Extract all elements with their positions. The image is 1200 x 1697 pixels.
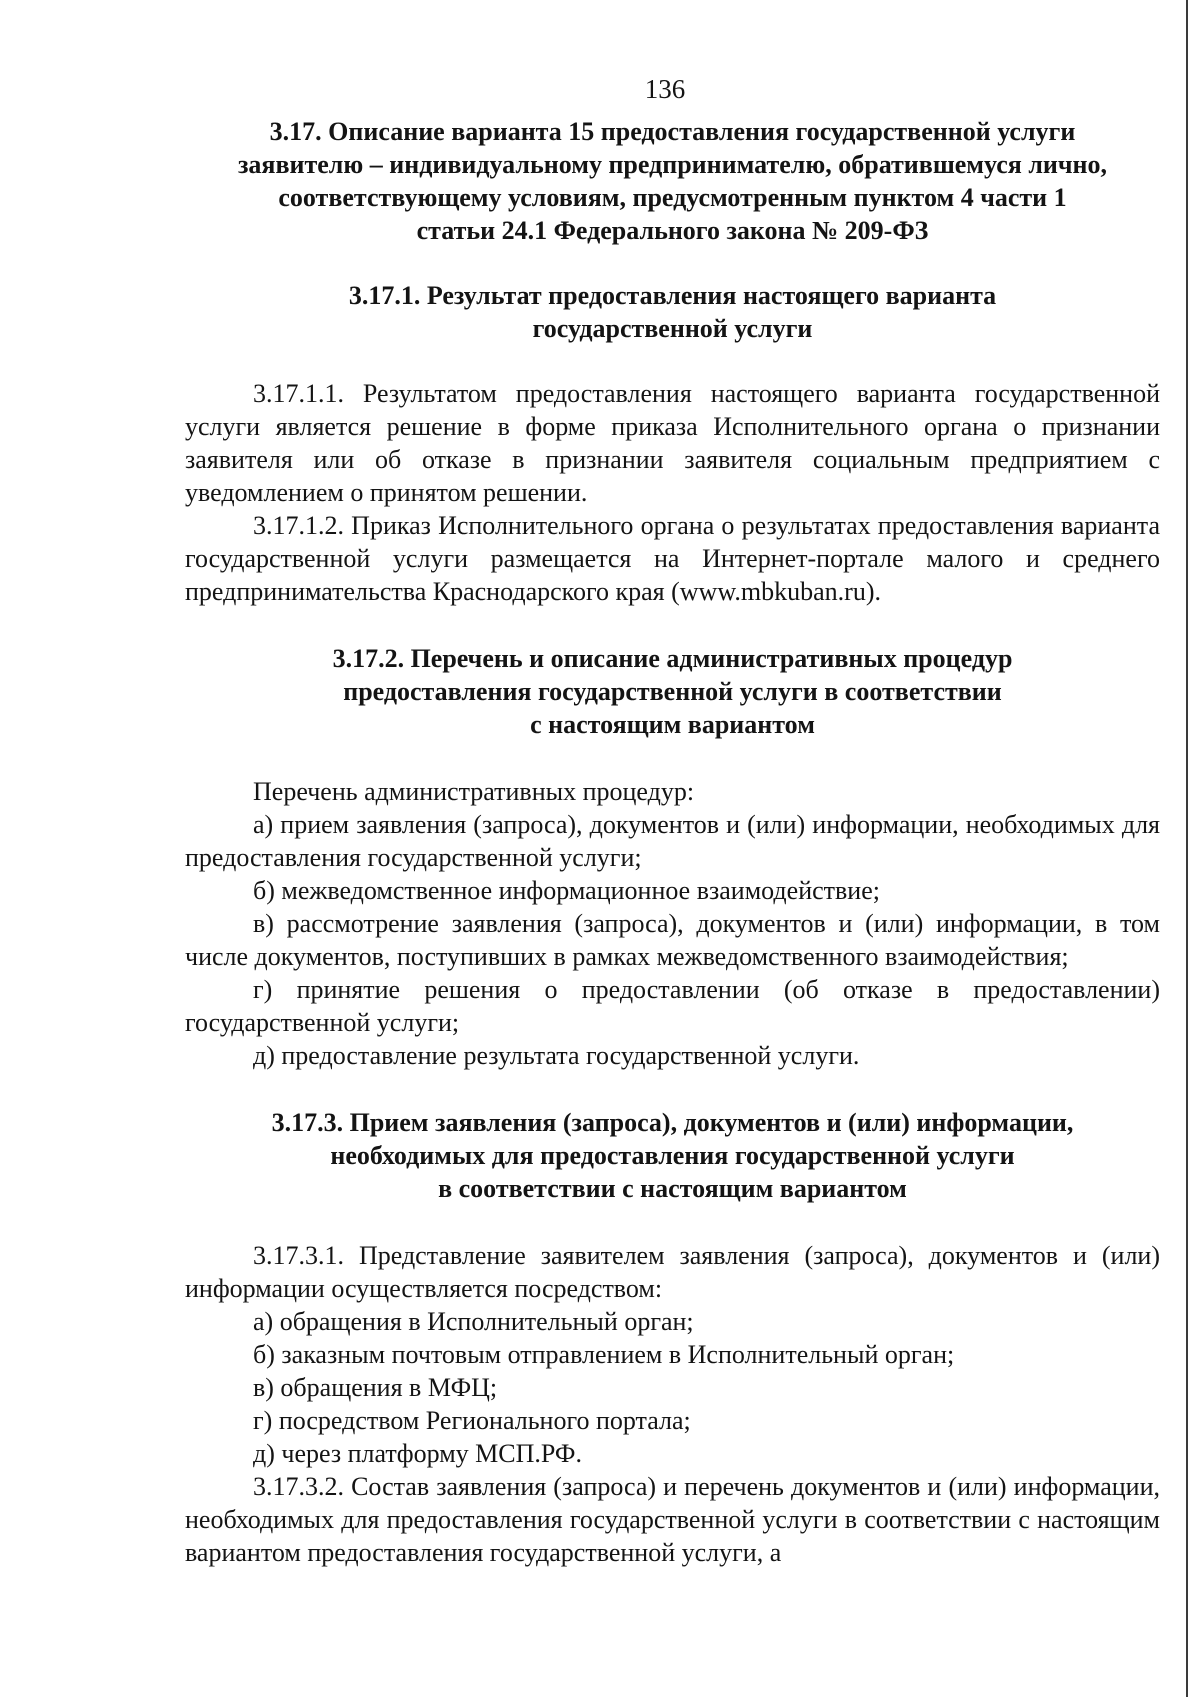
- paragraph-3-17-1-1: 3.17.1.1. Результатом предоставления настоящего варианта государственной услуги является решение в форме приказа Исполнительного органа о признании заявителя или об отказе в признании заявителя социальным предприятием с уведомлением о принятом решении.: [185, 379, 1160, 507]
- subsection-2-heading: [185, 642, 1160, 741]
- section-heading-line: 3.17. Описание варианта 15 предоставления государственной услуги: [269, 117, 1076, 146]
- section-heading-line: соответствующему условиям, предусмотренным пунктом 4 части 1: [278, 183, 1067, 212]
- section-heading: [185, 115, 1160, 247]
- section-heading-line: статьи 24.1 Федерального закона № 209-ФЗ: [416, 216, 929, 245]
- procedure-item: б) межведомственное информационное взаимодействие;: [253, 876, 880, 905]
- page-edge-line: [1186, 0, 1188, 1697]
- procedure-item: г) принятие решения о предоставлении (об отказе в предоставлении) государственной услуги;: [185, 975, 1160, 1037]
- subsection-heading-line: государственной услуги: [532, 314, 813, 343]
- submission-method-item: в) обращения в МФЦ;: [253, 1373, 498, 1402]
- procedure-item: в) рассмотрение заявления (запроса), документов и (или) информации, в том числе документов, поступивших в рамках межведомственного взаимодействия;: [185, 909, 1160, 971]
- subsection-3-heading: [185, 1106, 1160, 1205]
- subsection-heading-line: в соответствии с настоящим вариантом: [438, 1174, 907, 1203]
- submission-method-item: д) через платформу МСП.РФ.: [253, 1439, 582, 1468]
- subsection-1-heading: [185, 279, 1160, 345]
- submission-method-item: г) посредством Регионального портала;: [253, 1406, 691, 1435]
- procedures-intro: Перечень административных процедур:: [253, 777, 695, 806]
- subsection-heading-line: 3.17.3. Прием заявления (запроса), документов и (или) информации,: [271, 1108, 1074, 1137]
- submission-method-item: б) заказным почтовым отправлением в Исполнительный орган;: [253, 1340, 955, 1369]
- submission-method-item: а) обращения в Исполнительный орган;: [253, 1307, 694, 1336]
- subsection-heading-line: с настоящим вариантом: [530, 710, 815, 739]
- subsection-heading-line: необходимых для предоставления государственной услуги: [330, 1141, 1015, 1170]
- paragraph-3-17-1-2: 3.17.1.2. Приказ Исполнительного органа о результатах предоставления варианта государственной услуги размещается на Интернет-портале малого и среднего предпринимательства Краснодарского края (www.mbkuban.ru).: [185, 511, 1160, 606]
- subsection-heading-line: 3.17.1. Результат предоставления настоящего варианта: [348, 281, 997, 310]
- document-body: [185, 115, 1160, 1569]
- page-number: 136: [644, 74, 686, 104]
- subsection-heading-line: 3.17.2. Перечень и описание административных процедур: [332, 644, 1013, 673]
- paragraph-3-17-3-2: 3.17.3.2. Состав заявления (запроса) и перечень документов и (или) информации, необходимых для предоставления государственной услуги в соответствии с настоящим вариантом предоставления государственной услуги, а: [185, 1472, 1160, 1567]
- section-heading-line: заявителю – индивидуальному предпринимателю, обратившемуся лично,: [237, 150, 1108, 179]
- subsection-heading-line: предоставления государственной услуги в соответствии: [343, 677, 1002, 706]
- procedure-item: д) предоставление результата государственной услуги.: [253, 1041, 860, 1070]
- paragraph-3-17-3-1: 3.17.3.1. Представление заявителем заявления (запроса), документов и (или) информации осуществляется посредством:: [185, 1241, 1160, 1303]
- procedure-item: а) прием заявления (запроса), документов и (или) информации, необходимых для предоставления государственной услуги;: [185, 810, 1160, 872]
